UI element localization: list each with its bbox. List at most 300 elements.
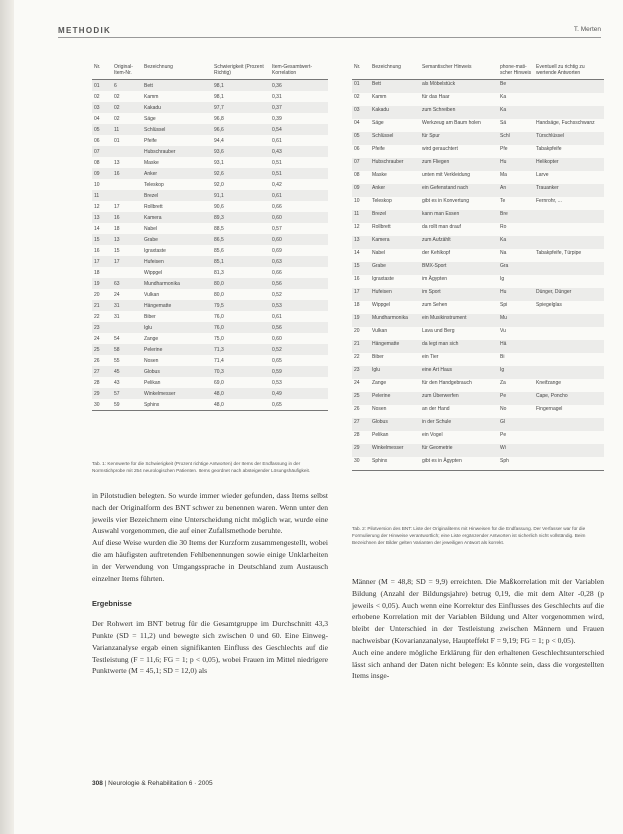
table-cell: Ma [500,172,507,178]
table-row [92,234,328,245]
table-cell: 0,42 [272,181,282,188]
table-cell: Kamm [144,93,159,100]
table-cell: Schlüssel [142,124,212,135]
table-cell: Winkelmesser [370,444,420,457]
table-row [352,210,604,223]
table-cell [534,106,604,119]
table-cell: 0,43 [270,146,328,157]
table-row [92,102,328,113]
table-cell: 27 [92,366,112,377]
table-row [352,132,604,145]
table-row [92,168,328,179]
table-row [92,267,328,278]
table-cell: 16 [94,247,100,254]
table-cell: 09 [352,184,370,197]
table-row [92,344,328,355]
table-cell: 26 [94,357,100,364]
table-cell: 69,0 [214,379,224,386]
table-cell: Te [500,198,506,204]
table-cell: 01 [352,80,370,94]
table-cell: Za [500,380,506,386]
table-row [92,300,328,311]
table-cell: 24 [94,335,100,342]
table-cell: 30 [352,457,370,471]
table-row [352,171,604,184]
table-cell: Handsäge, Fuchsschwanz [536,120,595,126]
table-cell: 07 [352,158,370,171]
table-row [92,157,328,168]
table-cell: 0,61 [272,313,282,320]
table-cell [112,190,142,201]
table-cell: 0,69 [272,247,282,254]
column-header: Eventuell zu richtig zu wertende Antworten [534,64,604,80]
table-cell: 13 [114,159,120,166]
table-cell: 76,0 [214,313,224,320]
table-cell: 93,1 [214,159,224,166]
table-cell: An [498,184,534,197]
table-cell: 59 [112,399,142,411]
table-row [92,179,328,190]
table-cell: 75,0 [214,335,224,342]
table-cell: 23 [352,366,370,379]
table-cell: Bre [498,210,534,223]
table-cell: Teleskop [372,198,392,204]
table-cell: 48,0 [212,399,270,411]
table-row [92,388,328,399]
table-cell: Kamm [372,94,387,100]
column-header: phone-mati-scher Hinweis [498,64,534,80]
table-cell: Ig [498,366,534,379]
table-cell: 20 [94,291,100,298]
table-cell: 27 [352,418,370,431]
table-cell: 10 [354,198,360,204]
table-cell: ein Musikinstrument [420,314,498,327]
table-row [92,366,328,377]
table-cell: 0,66 [272,203,282,210]
table-cell: Mu [498,314,534,327]
table-cell: wird gerauchtert [422,146,458,152]
table-row [352,392,604,405]
table-cell: Igraxtaste [372,276,394,282]
table-cell: Vu [500,328,506,334]
table-cell: Nabel [144,225,158,232]
table-cell: Vulkan [144,291,160,298]
table-cell: Hängematte [142,300,212,311]
table-row [352,340,604,353]
table-cell: 02 [114,93,120,100]
table-cell: Zange [144,335,159,342]
table-cell: Werkzeug am Baum holen [422,120,481,126]
table-cell: 28 [94,379,100,386]
table-cell: 45 [112,366,142,377]
table-cell: 02 [354,94,360,100]
table-cell: 17 [352,288,370,301]
table-cell: kann man Essen [420,210,498,223]
table-cell: 21 [92,300,112,311]
table-row [352,431,604,444]
table-cell: 71,3 [212,344,270,355]
table-cell [534,418,604,431]
table-cell: Na [500,250,507,256]
table-cell: 12 [354,224,360,230]
table-cell: 92,0 [214,181,224,188]
table-cell: 79,5 [212,300,270,311]
table-cell: Larve [536,172,549,178]
table-row [352,93,604,106]
table-cell: Schl [498,132,534,145]
table-cell: 0,61 [270,190,328,201]
table-cell: 94,4 [214,137,224,144]
table-cell: 71,4 [214,357,224,364]
table-cell: ein Vogel [422,432,443,438]
table-row [92,91,328,102]
table-cell: 02 [112,102,142,113]
table-row [92,333,328,344]
table-cell: Hufeisen [370,288,420,301]
table-row [352,366,604,379]
table-cell: Pe [500,432,507,438]
table-cell: Pfeife [144,137,157,144]
table-row [92,322,328,333]
table-row [352,327,604,340]
table-cell: zum Sehen [422,302,448,308]
table-cell: 0,63 [270,256,328,267]
table-cell: 01 [114,137,120,144]
table-cell: 14 [354,250,360,256]
column-header: Original-Item-Nr. [112,64,142,80]
table-cell: Sphinx [370,457,420,471]
page-number: 308 [92,780,103,787]
table-cell: 13 [112,234,142,245]
table2-body [352,80,604,471]
table-cell: 0,51 [270,168,328,179]
table-cell: Cape, Poncho [534,392,604,405]
table-cell: Kamera [142,212,212,223]
table-row [92,245,328,256]
table-cell [534,236,604,249]
table-cell: 43 [114,379,120,386]
table-cell: Spiegelglas [536,302,562,308]
table-cell: zum Überwerfen [420,392,498,405]
table-cell: 80,0 [212,278,270,289]
table-cell: Biber [372,354,384,360]
table-cell: Wippgel [372,302,391,308]
table-cell: Trauanker [534,184,604,197]
column-header: Semantischer Hinweis [420,64,498,80]
table-cell: 23 [92,322,112,333]
table-cell [534,210,604,223]
table-cell: Hä [498,340,534,353]
table-cell: Nosen [372,406,387,412]
table-cell: 31 [114,313,120,320]
table-cell: Kakadu [370,106,420,119]
table-cell: 88,5 [214,225,224,232]
table-cell: Ro [500,224,507,230]
table-cell: 04 [354,120,360,126]
table-cell [534,80,604,94]
page-footer [92,780,213,787]
table-cell: Ka [500,94,507,100]
table-cell: 22 [354,354,360,360]
table-cell: 09 [92,168,112,179]
table-cell [112,146,142,157]
table-cell: der Kehlkopf [422,250,451,256]
table-cell: 54 [114,335,120,342]
table-cell: im Ägypten [422,276,448,282]
table-cell: 0,60 [270,234,328,245]
table-row [92,212,328,223]
table-cell: Pelikan [144,379,161,386]
table-cell: Brezel [142,190,212,201]
table-cell: 25 [92,344,112,355]
table-cell [534,457,604,471]
table-cell: 11 [112,124,142,135]
table-row [92,256,328,267]
table-cell: 0,66 [272,269,282,276]
table-cell: Sä [500,120,507,126]
table-cell: 0,37 [270,102,328,113]
table-cell: 0,54 [270,124,328,135]
table-cell: 15 [114,247,120,254]
table-cell: Teleskop [144,181,164,188]
table-row [352,184,604,197]
table-cell: Fernrohr, ... [536,198,562,204]
table-cell [534,93,604,106]
table-cell: 05 [352,132,370,145]
table-cell: 18 [114,225,120,232]
table-row [352,457,604,471]
table-cell: Biber [144,313,156,320]
column-header: Nr. [92,64,112,80]
table-cell: Tabakpfeife [536,146,562,152]
table-cell: 26 [354,406,360,412]
table-row [352,223,604,236]
table-cell: 15 [92,234,112,245]
table-cell: 0,31 [272,93,282,100]
table-cell [112,179,142,190]
table-cell: gibt es in Konvertung [422,198,469,204]
table-row [352,106,604,119]
table-cell: 85,1 [212,256,270,267]
table-cell: 29 [352,444,370,457]
table-row [92,124,328,135]
table-cell: 6 [112,80,142,92]
table-cell: 16 [112,212,142,223]
table-cell: 91,1 [212,190,270,201]
table-row [92,113,328,124]
table-cell: Maske [372,172,387,178]
table-cell [534,327,604,340]
table-row [352,275,604,288]
table-cell: 12 [94,203,100,210]
table-cell: Sph [498,457,534,471]
table-cell: 17 [112,256,142,267]
table-cell: 07 [92,146,112,157]
table-cell: an der Hand [422,406,450,412]
table-cell [534,431,604,444]
table-cell: da rollt man drauf [422,224,461,230]
table-cell: 48,0 [212,388,270,399]
table-cell: 06 [94,137,100,144]
table-cell: Winkelmesser [142,388,212,399]
table1-body [92,80,328,411]
table-cell: 0,56 [270,322,328,333]
table-cell: 0,59 [270,366,328,377]
table-cell: 0,60 [272,335,282,342]
table-cell: Sphinx [142,399,212,411]
table-cell [534,314,604,327]
table-cell: Mundharmonika [142,278,212,289]
table-cell: Kakadu [142,102,212,113]
table-cell: Iglu [370,366,420,379]
table-cell: 02 [114,115,120,122]
table-row [352,236,604,249]
table-cell: Bett [370,80,420,94]
table-row [352,288,604,301]
table-cell: Helikopter [534,158,604,171]
table2-caption: Tab. 2: Pilotversion des BNT: Liste der Originalitems mit Hinweisen für die Endfassung. Der Verfasser war für die Formulierung der Hinweise verantwortlich; eine Liste ergänzender Antworten ist sicherlich nicht vollständig. Beim Bezeichnen der Bilder gelten Varianten der jeweiligen Antwort als korrekt. [352,526,586,545]
table-cell: Globus [370,418,420,431]
column-header: Schwierigkeit (Prozent Richtig) [212,64,270,80]
table-cell: Iglu [142,322,212,333]
column-header: Bezeichnung [370,64,420,80]
body-paragraph: Auch eine andere mögliche Erklärung für den erhaltenen Geschlechtsunterschied lässt sich anhand der Daten nicht belegen: Es könnte sein, dass die vorgestellten Items insge- [352,647,604,681]
table-cell: 03 [352,106,370,119]
table-cell: Fingernagel [536,406,563,412]
table-cell: zum Aufzählt [420,236,498,249]
table-cell: für Geometrie [420,444,498,457]
table1-header-row [92,64,328,80]
table-cell: 17 [92,256,112,267]
table-cell: Grabe [370,262,420,275]
table-cell: 18 [94,269,100,276]
table-cell: Be [498,80,534,94]
table-cell: Igraxtaste [144,247,166,254]
left-text-column [92,490,328,677]
column-header: Bezeichnung [142,64,212,80]
table-cell [112,322,142,333]
table-cell: Kamera [370,236,420,249]
table-cell [534,262,604,275]
table-cell: Tabakpfeife, Türpipe [536,250,582,256]
table-item-hints [352,64,604,471]
table-cell: da legt man sich [420,340,498,353]
table-cell: Pe [498,392,534,405]
table-cell: Schlüssel [370,132,420,145]
table-cell: Mundharmonika [370,314,420,327]
table-cell: 02 [94,93,100,100]
table-cell: 0,56 [270,278,328,289]
table-cell: Rollbrett [144,203,163,210]
table-cell: No [500,406,507,412]
table-row [92,289,328,300]
table-cell: 0,36 [270,80,328,92]
column-header: Nr. [352,64,370,80]
table-cell: Gl [498,418,534,431]
table-cell: Ka [498,106,534,119]
table-cell: 24 [114,291,120,298]
section-heading-results: Ergebnisse [92,599,132,609]
table-cell: ein Tier [422,354,439,360]
table-cell: 0,65 [272,357,282,364]
table-row [92,135,328,146]
table-cell: 20 [354,328,360,334]
table-cell: 96,6 [212,124,270,135]
table-cell: Globus [142,366,212,377]
table-cell: Säge [372,120,384,126]
table-cell: zum Fliegen [420,158,498,171]
table-cell: 13 [352,236,370,249]
table-cell: Wi [498,444,534,457]
table-cell [112,267,142,278]
table-cell: Anker [142,168,212,179]
table-cell: 86,5 [212,234,270,245]
table-item-difficulty [92,64,328,411]
table-cell: Türschlüssel [534,132,604,145]
table-cell: 0,52 [272,291,282,298]
table-row [352,444,604,457]
table-row [92,355,328,366]
table-cell: 16 [112,168,142,179]
body-paragraph: Der Rohwert im BNT betrug für die Gesamtgruppe im Durchschnitt 43,3 Punkte (SD = 11,2) und bewegte sich zwischen 0 und 60. Eine Einweg-Varianzanalyse ergab einen signifikanten Einfluss des Geschlechts auf die Testleistung (F = 11,6; FG = 1; p < 0,05), wobei Frauen im Mittel niedrigere Punktwerte (M = 45,1; SD = 12,0) als [92,619,328,676]
table-cell: 24 [354,380,360,386]
table-cell: 21 [352,340,370,353]
table-cell [534,223,604,236]
table-row [352,405,604,418]
table-cell: 05 [92,124,112,135]
table-cell: 92,6 [212,168,270,179]
table-cell: 0,57 [272,225,282,232]
table-cell: Hu [498,158,534,171]
table-cell: 19 [352,314,370,327]
table-cell: für den Handgebrauch [422,380,472,386]
table-row [352,301,604,314]
table-cell: Nosen [144,357,159,364]
table-cell: 90,6 [214,203,224,210]
table-cell: Pfeife [372,146,385,152]
table-cell [534,353,604,366]
table-cell: für Spur [420,132,498,145]
table-cell: 04 [94,115,100,122]
table-cell: 57 [112,388,142,399]
table-cell: 16 [354,276,360,282]
table-cell: in der Schule [420,418,498,431]
table-cell: 89,3 [212,212,270,223]
column-header: Item-Gesamtwert-Korrelation [270,64,328,80]
table-cell: Nabel [372,250,386,256]
table-cell: 03 [92,102,112,113]
table-cell: Pelerine [370,392,420,405]
table-cell: unten mit Verkleidung [422,172,471,178]
table-cell: 0,61 [272,137,282,144]
table-cell: 76,0 [212,322,270,333]
table-cell: 30 [92,399,112,411]
table-cell: 29 [92,388,112,399]
table-cell: Brezel [370,210,420,223]
table-cell: Wippgel [144,269,163,276]
table-cell: 80,0 [214,291,224,298]
table-cell: 98,1 [212,80,270,92]
table-cell: 19 [92,278,112,289]
table-cell: 96,8 [214,115,224,122]
section-header: METHODIK [58,26,112,35]
table-row [352,262,604,275]
table-cell: 98,1 [214,93,224,100]
table-cell: Bett [142,80,212,92]
table-cell: Hubschrauber [370,158,420,171]
table-cell: 08 [94,159,100,166]
table-cell: zum Schreiben [420,106,498,119]
